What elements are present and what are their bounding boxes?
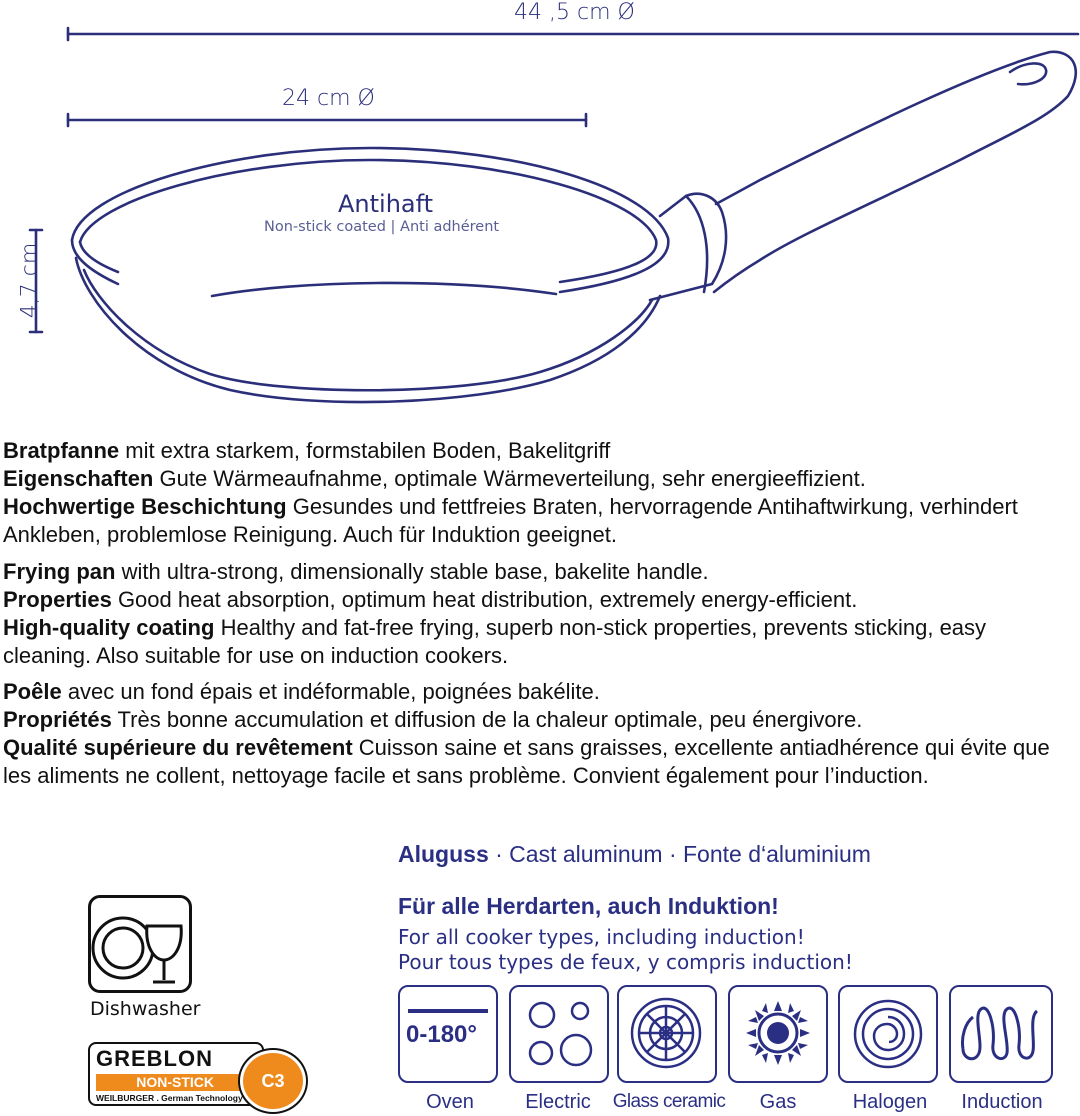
height-dimension: 4,7 cm [17,242,43,319]
cooker-line-fr: Pour tous types de feux, y compris induction! [398,950,853,974]
description-fr: Poêle avec un fond épais et indéformable, poignées bakélite. Propriétés Très bonne accumulation et diffusion de la chaleur optimale, peu énergivore. Qualité supérieure du revêtement Cuisson saine et sans graisses, excellente antiadhérence qui évite que les aliments ne collent, nettoyage facile et sans problème. Convient également pour l’induction. [3,679,1050,788]
term: Frying pan [3,559,116,584]
label-halogen: Halogen [852,1091,928,1113]
cooker-line-en: For all cooker types, including induction! [398,925,805,949]
gas-icon [728,985,828,1083]
greblon-logo [88,1042,310,1112]
term: Properties [3,587,112,612]
dishwasher-icon [88,895,192,993]
induction-icon [949,985,1053,1083]
description-en: Frying pan with ultra-strong, dimensionally stable base, bakelite handle. Properties Good heat absorption, optimum heat distribution, extremely energy-efficient. High-quality coating Healthy and fat-free frying, superb non-stick properties, prevents sticking, easy cleaning. Also suitable for use on induction cookers. [3,559,987,668]
label-induction: Induction [961,1091,1043,1113]
term: Hochwertige Beschichtung [3,494,287,519]
dishwasher-label: Dishwasher [90,998,201,1020]
greblon-grade-badge: C3 [240,1050,306,1112]
term: Bratpfanne [3,438,120,463]
label-oven: Oven [426,1091,474,1113]
label-glass-ceramic: Glass ceramic [612,1091,726,1112]
term: Poêle [3,679,62,704]
coating-subtitle: Non-stick coated | Anti adhérent [264,219,500,235]
diameter-dimension: 24 cm Ø [282,86,375,111]
greblon-brand: GREBLON [96,1046,213,1071]
pan-drawing [0,0,1080,420]
halogen-icon [838,985,938,1083]
label-electric: Electric [525,1091,591,1113]
cooker-headline: Für alle Herdarten, auch Induktion! [398,893,779,919]
term: Qualité supérieure du revêtement [3,735,353,760]
overall-dimension: 44 ,5 cm Ø [514,0,635,25]
oven-icon [398,985,498,1083]
term: Propriétés [3,707,112,732]
description-de: Bratpfanne mit extra starkem, formstabilen Boden, Bakelitgriff Eigenschaften Gute Wärmeaufnahme, optimale Wärmeverteilung, sehr energieeffizient. Hochwertige Beschichtung Gesundes und fettfreies Braten, hervorragende Antihaftwirkung, verhindert Ankleben, problemlose Reinigung. Auch für Induktion geeignet. [3,438,1018,547]
material-bold: Aluguss [398,841,489,867]
term: Eigenschaften [3,466,154,491]
greblon-footer: WEILBURGER . German Technology [96,1093,243,1103]
greblon-badge: NON-STICK [96,1074,260,1091]
label-gas: Gas [759,1091,797,1113]
glass-ceramic-icon [617,985,717,1083]
term: High-quality coating [3,615,215,640]
material-line: Aluguss · Cast aluminum · Fonte d‘aluminium [398,841,871,867]
coating-title: Antihaft [338,190,434,218]
electric-icon [509,985,609,1083]
oven-temp: 0-180° [406,1021,477,1048]
